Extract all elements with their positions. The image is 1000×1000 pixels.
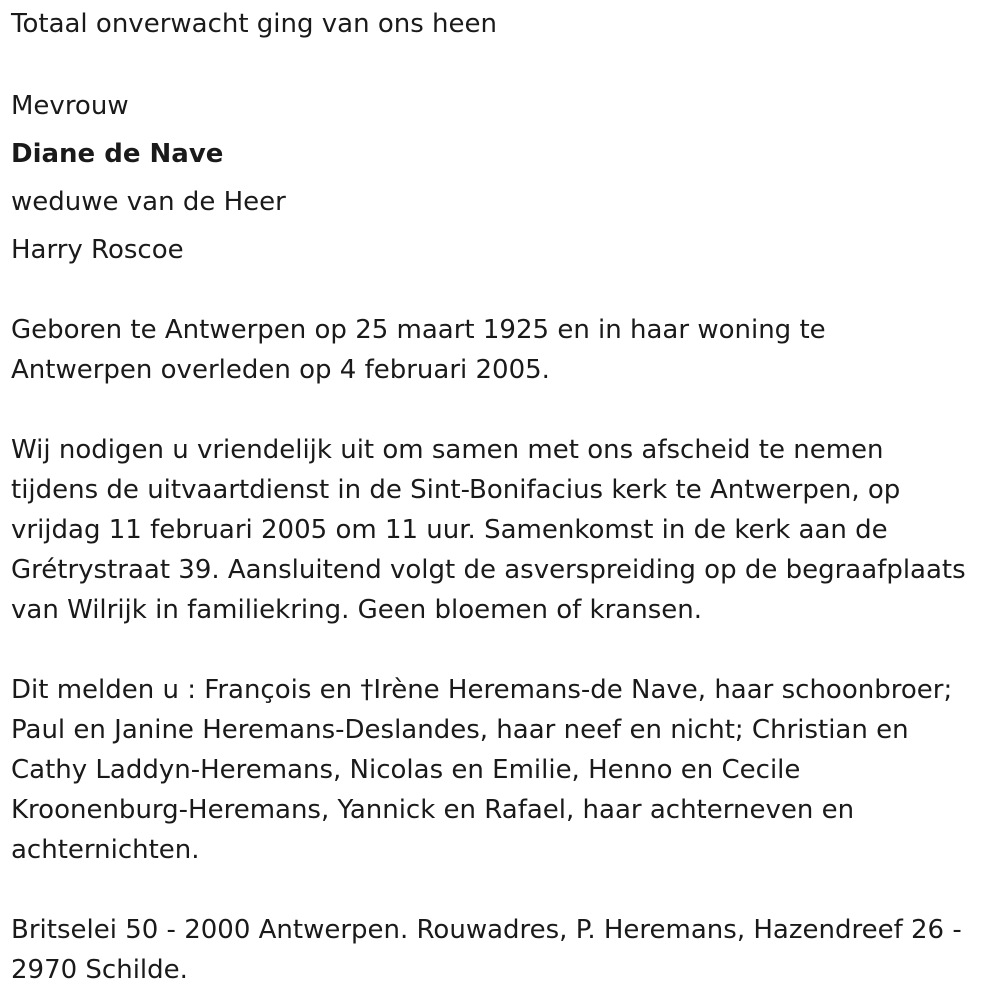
announcement-line-4: Kroonenburg-Heremans, Yannick en Rafael, haar achterneven en [11, 795, 855, 825]
announcement-line-1-start: Dit melden u : François en [11, 675, 361, 705]
announcement-paragraph [11, 670, 952, 870]
announcement-line-1-end: Irène Heremans-de Nave, haar schoonbroer; [373, 675, 953, 705]
invitation-line-2: tijdens de uitvaartdienst in de Sint-Bonifacius kerk te Antwerpen, op [11, 475, 901, 505]
deceased-name: Diane de Nave [11, 139, 224, 169]
intro-line: Totaal onverwacht ging van ons heen [11, 9, 497, 39]
invitation-line-1: Wij nodigen u vriendelijk uit om samen met ons afscheid te nemen [11, 435, 884, 465]
relation-line-2: Harry Roscoe [11, 235, 184, 265]
address-line-1: Britselei 50 - 2000 Antwerpen. Rouwadres, P. Heremans, Hazendreef 26 - [11, 915, 962, 945]
invitation-line-4: Grétrystraat 39. Aansluitend volgt de asverspreiding op de begraafplaats [11, 555, 966, 585]
announcement-line-2: Paul en Janine Heremans-Deslandes, haar neef en nicht; Christian en [11, 715, 909, 745]
announcement-line-1 [11, 670, 952, 710]
announcement-line-3: Cathy Laddyn-Heremans, Nicolas en Emilie, Henno en Cecile [11, 755, 801, 785]
address-line-2: 2970 Schilde. [11, 955, 188, 985]
invitation-line-5: van Wilrijk in familiekring. Geen bloemen of kransen. [11, 595, 702, 625]
birth-death-paragraph [11, 310, 826, 390]
announcement-line-5: achternichten. [11, 835, 200, 865]
salutation: Mevrouw [11, 91, 129, 121]
invitation-line-3: vrijdag 11 februari 2005 om 11 uur. Samenkomst in de kerk aan de [11, 515, 888, 545]
cross-icon: † [360, 675, 374, 705]
birth-death-line-2: Antwerpen overleden op 4 februari 2005. [11, 355, 550, 385]
invitation-paragraph [11, 430, 966, 630]
relation-line-1: weduwe van de Heer [11, 187, 286, 217]
address-paragraph [11, 910, 962, 990]
birth-death-line-1: Geboren te Antwerpen op 25 maart 1925 en in haar woning te [11, 315, 826, 345]
